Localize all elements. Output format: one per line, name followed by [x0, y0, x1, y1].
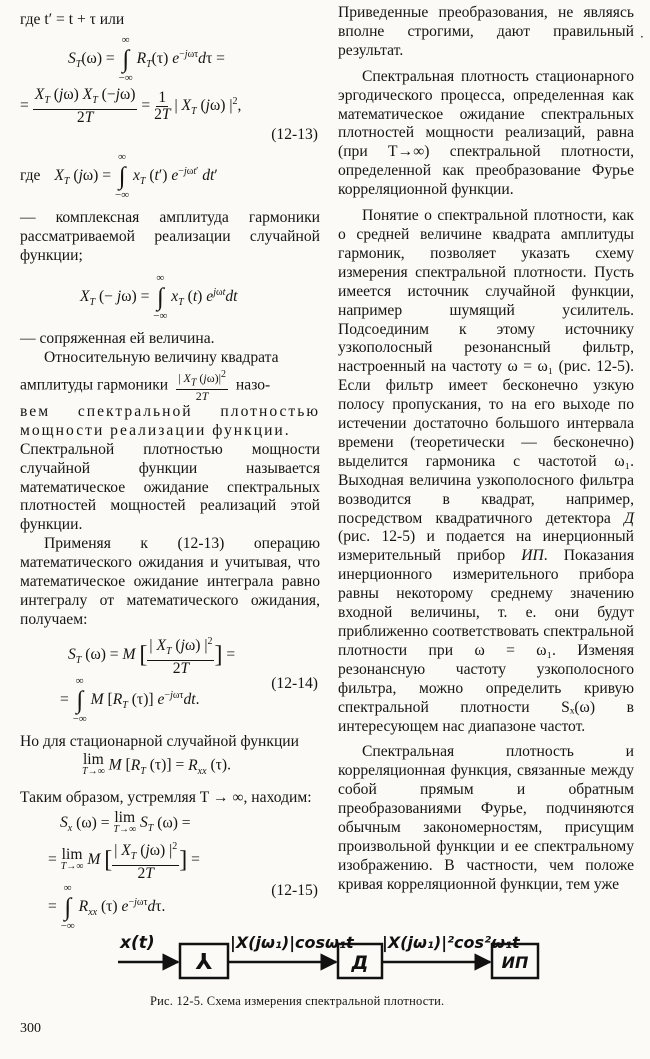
text-definition-realization: вем спектральной плотностью мощности реализации функции. [20, 402, 320, 439]
measurement-scheme-diagram [110, 926, 640, 990]
instrument-label: ИП [501, 953, 529, 972]
margin-mark: · [640, 30, 644, 44]
paragraph-ergodic: Спектральная плотность стационарного эргодического процесса, определенная как математическое ожидание спектральных плотностей мощности реализаций, равна (при T→∞) спектральной плотности, определенной как преобразование Фурье корреляционной функции. [338, 67, 634, 199]
equation-number-12-13: (12-13) [271, 126, 318, 144]
equation-conjugate: $X_T$ (− jω) = ∞ ∫ −∞ $x_T$ (t) $e^{j\omega t}dt$ [80, 271, 238, 322]
diagram-input-label: x(t) [120, 933, 155, 953]
diagram-detector-output-label: |X(jω₁)|²cos²ω₁t [382, 933, 520, 952]
equation-limit-density: $S_x$ (ω) = lim T→∞ $S_T$ (ω) = [60, 808, 191, 835]
equation-12-14: = ∞ ∫ −∞ M [$R_T$ (τ)] $e^{-j\omega\tau}dt$. (12-14) [60, 675, 318, 726]
equation-spectral-density-def: $S_T(\omega)$ = ∞ ∫ −∞ $R_T(\tau) e^{-j\omega\tau}d\tau$ = [68, 33, 225, 84]
paragraph-measurement-scheme: Понятие о спектральной плотности, как о средней величине квадрата амплитуды гармоник, позволяет указать схему измерения спектральной плотности. Пусть имеется источник случайной функции, например шумящий усилитель. Подсоединим к этому источнику узкополосный резонансный фильтр, настроенный на частоту ω = ω₁ (рис. 12-5). Если фильтр имеет бесконечно узкую полосу пропускания, то на его выходе по истечении достаточно большого интервала времени (теоретически — бесконечно) выделится гармоника с частотой ω₁. Выходная величина узкополосного фильтра возводится в квадрат, например, посредством квадратичного детектора Д (рис. 12-5) и подается на инерционный измерительный прибор ИП. Показания инерционного измерительного прибора равны некоторому среднему значению входной величины, т. е. они будут приближенно соответствовать спектральной плотности при ω = ω₁. Изменяя резонансную частоту узкополосного фильтра, можно определить кривую спектральной плотности Sₓ(ω) в интересующем нас диапазоне частот. [338, 207, 635, 735]
page-number: 300 [20, 1021, 41, 1036]
text-definition-random: Спектральной плотностью мощности случайной функции называется математическое ожидание спектральных плотностей мощностей реализаций этой функции. [20, 440, 320, 534]
text-relative-value: Относительную величину квадрата [44, 348, 279, 366]
equation-limit-correlation: lim T→∞ M [$R_T$ $(\tau)] = R_{xx}$ (τ). [82, 751, 232, 778]
where-line-1: где t′ = t + τ или [20, 11, 125, 28]
detector-label: Д [351, 952, 369, 974]
text-applying: Применяя к (12-13) операцию математического ожидания и учитывая, что математическое ожидание интеграла равно интегралу от математического ожидания, получаем: [20, 535, 320, 628]
filter-symbol: ⅄ [195, 950, 213, 975]
left-column [20, 0, 320, 933]
paragraph-fourier-pair: Спектральная плотность и корреляционная функция, связанные между собой прямым и обратным преобразованиями Фурье, подчиняются обычным закономерностям, присущим произвольной функции и ее спектральному изображению. В частности, чем положе кривая корреляционной функции, тем уже [338, 743, 634, 893]
equation-fourier-transform: где $X_T$ (jω) = ∞ ∫ −∞ $x_T$ (t′) $e^{-j\omega t'}$ dt′ [20, 151, 218, 202]
text-stationary: Но для стационарной случайной функции [20, 733, 299, 751]
equation-12-15: = ∞ ∫ −∞ $R_{xx}$ (τ) $e^{-j\omega\tau}d\tau$. (12-15) [48, 882, 318, 933]
text-harmonic-amplitude: амплитуды гармоники $\frac{| X_T (j\omega)|^2}{2T}$ назо- [20, 368, 271, 403]
text-complex-amplitude: — комплексная амплитуда гармоники рассматриваемой реализации случайной функции; [20, 209, 320, 264]
equation-expectation: $S_T$ (ω) = M [ $\frac{| X_T (j\omega) |^2}{2T}$ ] = [68, 635, 236, 678]
equation-12-13: = $\frac{X_T (j\omega) X_T (-j\omega)}{2T}$ = $\frac{1}{2T}$ | $X_T$ (jω) $|^2$, [20, 85, 242, 127]
text-therefore: Таким образом, устремляя T → ∞, находим: [20, 788, 312, 806]
figure-caption: Рис. 12-5. Схема измерения спектральной плотности. [150, 994, 445, 1008]
paragraph-transforms: Приведенные преобразования, не являясь вполне строгими, дают правильный результат. [338, 4, 634, 59]
text-conjugate: — сопряженная ей величина. [20, 329, 215, 347]
right-column [338, 0, 634, 895]
diagram-filter-output-label: |X(jω₁)|cosω₁t [230, 933, 354, 952]
equation-limit-expectation: = lim T→∞ M [ $\frac{| X_T (j\omega) |^2}{2T}$ ] = [48, 841, 200, 883]
